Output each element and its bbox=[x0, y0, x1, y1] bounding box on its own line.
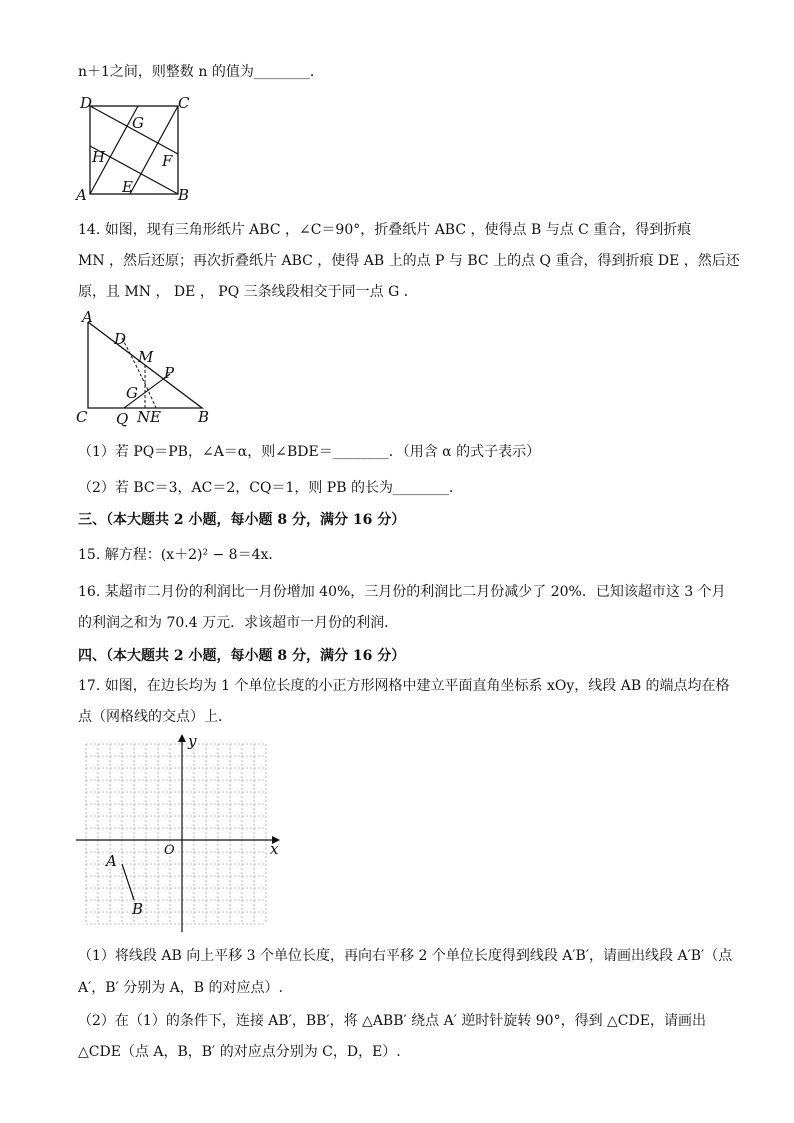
q14-sub2: （2）若 BC＝3，AC＝2，CQ＝1，则 PB 的长为________． bbox=[78, 480, 463, 496]
q17-sub1-line1: （1）将线段 AB 向上平移 3 个单位长度，再向右平移 2 个单位长度得到线段 A′B′，请画出线段 A′B′（点 bbox=[78, 948, 733, 964]
q13-tail-text: n＋1之间，则整数 n 的值为________． bbox=[78, 64, 324, 80]
q14-triangle-figure bbox=[74, 310, 224, 428]
q17-line2: 点（网格线的交点）上． bbox=[78, 709, 232, 725]
label-x: x bbox=[270, 840, 279, 858]
label-Q: Q bbox=[116, 410, 129, 428]
q15-text: 15. 解方程：(x＋2)² − 8＝4x． bbox=[78, 547, 283, 563]
label-G: G bbox=[132, 114, 144, 132]
q17-line1: 17. 如图，在边长均为 1 个单位长度的小正方形网格中建立平面直角坐标系 xOy，线段 AB 的端点均在格 bbox=[78, 678, 730, 694]
label-O: O bbox=[164, 843, 175, 858]
grid-lines bbox=[86, 744, 266, 924]
q16-line2: 的利润之和为 70.4 万元．求该超市一月份的利润． bbox=[78, 615, 399, 631]
label-D: D bbox=[80, 94, 93, 112]
label-C: C bbox=[76, 408, 88, 426]
label-A: A bbox=[76, 186, 87, 204]
label-N: N bbox=[137, 408, 151, 426]
q14-line1: 14. 如图，现有三角形纸片 ABC ，∠C＝90°，折叠纸片 ABC ，使得点 B 与点 C 重合，得到折痕 bbox=[78, 222, 692, 238]
label-E: E bbox=[122, 178, 133, 196]
label-P: P bbox=[164, 364, 175, 382]
label-E: E bbox=[150, 408, 161, 426]
q14-sub1: （1）若 PQ＝PB，∠A＝α，则∠BDE＝________．（用含 α 的式子表示） bbox=[78, 444, 541, 460]
label-y: y bbox=[188, 732, 197, 750]
q14-line3: 原，且 MN ， DE ， PQ 三条线段相交于同一点 G ． bbox=[78, 284, 418, 300]
q17-coordinate-grid bbox=[76, 732, 286, 942]
section4-heading: 四、（本大题共 2 小题，每小题 8 分，满分 16 分） bbox=[78, 648, 406, 664]
y-axis-arrow bbox=[178, 734, 186, 742]
label-A: A bbox=[106, 852, 117, 870]
label-B: B bbox=[198, 408, 210, 426]
section3-heading: 三、（本大题共 2 小题，每小题 8 分，满分 16 分） bbox=[78, 512, 406, 528]
label-B: B bbox=[178, 186, 190, 204]
q17-sub2-line2: △CDE（点 A，B，B′ 的对应点分别为 C，D，E）. bbox=[78, 1044, 401, 1060]
q16-line1: 16. 某超市二月份的利润比一月份增加 40%，三月份的利润比二月份减少了 20%．已知该超市这 3 个月 bbox=[78, 584, 726, 600]
label-H: H bbox=[92, 148, 106, 166]
label-G: G bbox=[126, 384, 138, 402]
q13-square-figure bbox=[74, 92, 194, 204]
q17-sub1-line2: A′，B′ 分别为 A，B 的对应点）. bbox=[78, 980, 283, 996]
q14-line2: MN ，然后还原；再次折叠纸片 ABC ，使得 AB 上的点 P 与 BC 上的点 Q 重合，得到折痕 DE ，然后还 bbox=[78, 253, 740, 269]
label-M: M bbox=[138, 348, 154, 366]
label-C: C bbox=[178, 94, 190, 112]
label-D: D bbox=[114, 330, 127, 348]
label-A: A bbox=[82, 310, 93, 326]
segment-AB bbox=[122, 864, 134, 900]
label-B: B bbox=[132, 900, 144, 918]
label-F: F bbox=[162, 152, 173, 170]
q17-sub2-line1: （2）在（1）的条件下，连接 AB′，BB′，将 △ABB′ 绕点 A′ 逆时针旋转 90°，得到 △CDE，请画出 bbox=[78, 1013, 706, 1029]
